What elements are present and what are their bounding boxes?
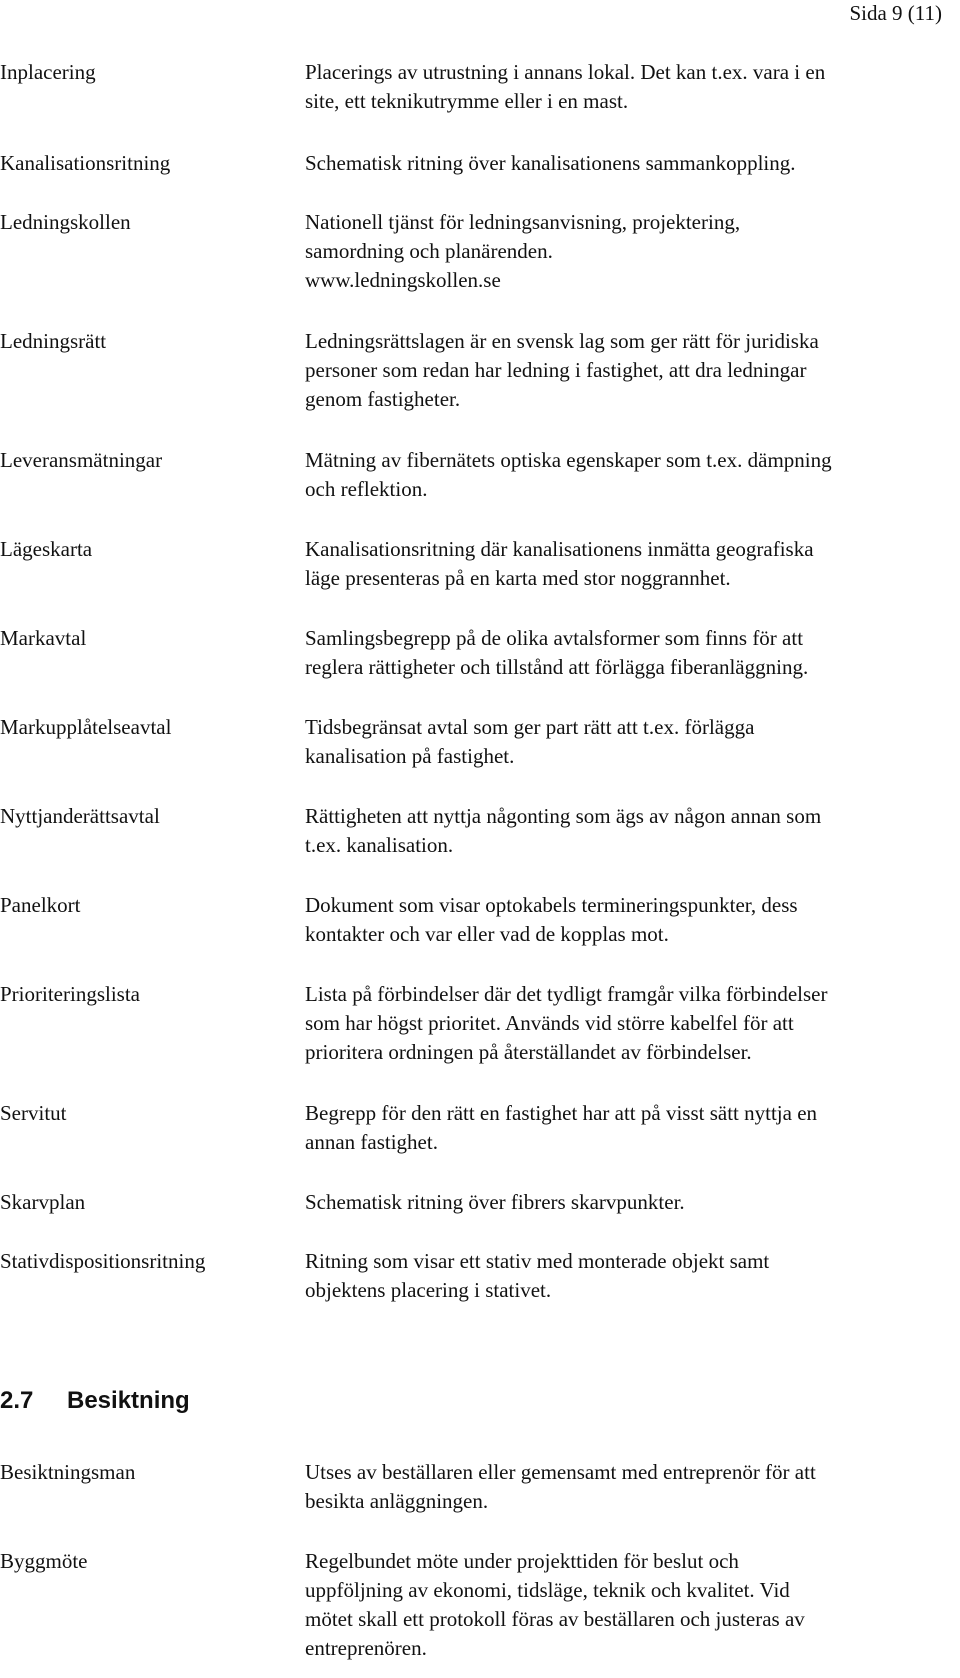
term-label: Leveransmätningar (0, 448, 163, 472)
term-definition (305, 446, 953, 504)
definition-line: reglera rättigheter och tillstånd att förlägga fiberanläggning. (305, 655, 809, 679)
definition-line: Kanalisationsritning där kanalisationens inmätta geografiska (305, 537, 814, 561)
term-definition (305, 624, 953, 682)
definition-line: Ledningsrättslagen är en svensk lag som ger rätt för juridiska (305, 329, 819, 353)
definition-line: annan fastighet. (305, 1130, 438, 1154)
term-definition (305, 713, 953, 771)
definition-link[interactable]: www.ledningskollen.se (305, 268, 501, 292)
definition-line: som har högst prioritet. Används vid större kabelfel för att (305, 1011, 794, 1035)
term-definition (305, 1458, 953, 1516)
term-label: Ledningsrätt (0, 329, 107, 353)
page-number: Sida 9 (11) (849, 1, 942, 25)
definition-line: mötet skall ett protokoll föras av beställaren och justeras av (305, 1607, 805, 1631)
definition-line: Regelbundet möte under projekttiden för beslut och (305, 1549, 739, 1573)
term-definition (305, 1547, 953, 1663)
definition-line: Dokument som visar optokabels termineringspunkter, dess (305, 893, 798, 917)
term-definition (305, 1247, 953, 1305)
term-definition (305, 149, 953, 178)
definition-line: och reflektion. (305, 477, 428, 501)
term-label: Besiktningsman (0, 1460, 136, 1484)
definition-line: kontakter och var eller vad de kopplas mot. (305, 922, 669, 946)
term-label: Inplacering (0, 60, 96, 84)
definition-line: Mätning av fibernätets optiska egenskaper som t.ex. dämpning (305, 448, 832, 472)
term-definition (305, 802, 953, 860)
definition-line: samordning och planärenden. (305, 239, 553, 263)
definition-line: Samlingsbegrepp på de olika avtalsformer som finns för att (305, 626, 804, 650)
term-definition (305, 208, 953, 295)
definition-line: Utses av beställaren eller gemensamt med entreprenör för att (305, 1460, 816, 1484)
definition-line: Placerings av utrustning i annans lokal. Det kan t.ex. vara i en (305, 60, 826, 84)
term-definition (305, 58, 953, 116)
definition-line: besikta anläggningen. (305, 1489, 489, 1513)
term-label: Skarvplan (0, 1190, 86, 1214)
definition-line: Lista på förbindelser där det tydligt framgår vilka förbindelser (305, 982, 828, 1006)
definition-line: site, ett teknikutrymme eller i en mast. (305, 89, 629, 113)
term-label: Markupplåtelseavtal (0, 715, 172, 739)
definition-line: objektens placering i stativet. (305, 1278, 552, 1302)
definition-line: personer som redan har ledning i fastighet, att dra ledningar (305, 358, 807, 382)
term-label: Panelkort (0, 893, 81, 917)
definition-line: t.ex. kanalisation. (305, 833, 454, 857)
term-label: Ledningskollen (0, 210, 131, 234)
definition-line: Schematisk ritning över kanalisationens sammankoppling. (305, 151, 796, 175)
definition-line: Nationell tjänst för ledningsanvisning, projektering, (305, 210, 741, 234)
definition-line: kanalisation på fastighet. (305, 744, 515, 768)
definition-line: Tidsbegränsat avtal som ger part rätt att t.ex. förlägga (305, 715, 755, 739)
definition-line: uppföljning av ekonomi, tidsläge, teknik och kvalitet. Vid (305, 1578, 790, 1602)
definition-line: Rättigheten att nyttja någonting som ägs av någon annan som (305, 804, 822, 828)
definition-line: entreprenören. (305, 1636, 427, 1660)
term-label: Stativdispositionsritning (0, 1249, 206, 1273)
definition-line: Begrepp för den rätt en fastighet har att på visst sätt nyttja en (305, 1101, 818, 1125)
section-heading (0, 1386, 190, 1416)
definition-line: Ritning som visar ett stativ med monterade objekt samt (305, 1249, 770, 1273)
definition-line: genom fastigheter. (305, 387, 461, 411)
term-definition (305, 1099, 953, 1157)
term-label: Markavtal (0, 626, 87, 650)
term-definition (305, 1188, 953, 1217)
section-number: 2.7 (0, 1387, 34, 1414)
definition-line: läge presenteras på en karta med stor noggrannhet. (305, 566, 731, 590)
term-label: Kanalisationsritning (0, 151, 171, 175)
term-definition (305, 980, 953, 1067)
term-label: Byggmöte (0, 1549, 88, 1573)
term-label: Servitut (0, 1101, 67, 1125)
term-definition (305, 891, 953, 949)
term-label: Nyttjanderättsavtal (0, 804, 160, 828)
term-definition (305, 535, 953, 593)
term-label: Lägeskarta (0, 537, 93, 561)
definition-line: Schematisk ritning över fibrers skarvpunkter. (305, 1190, 685, 1214)
section-title: Besiktning (67, 1387, 190, 1414)
term-definition (305, 327, 953, 414)
definition-line: prioritera ordningen på återställandet av förbindelser. (305, 1040, 752, 1064)
term-label: Prioriteringslista (0, 982, 140, 1006)
